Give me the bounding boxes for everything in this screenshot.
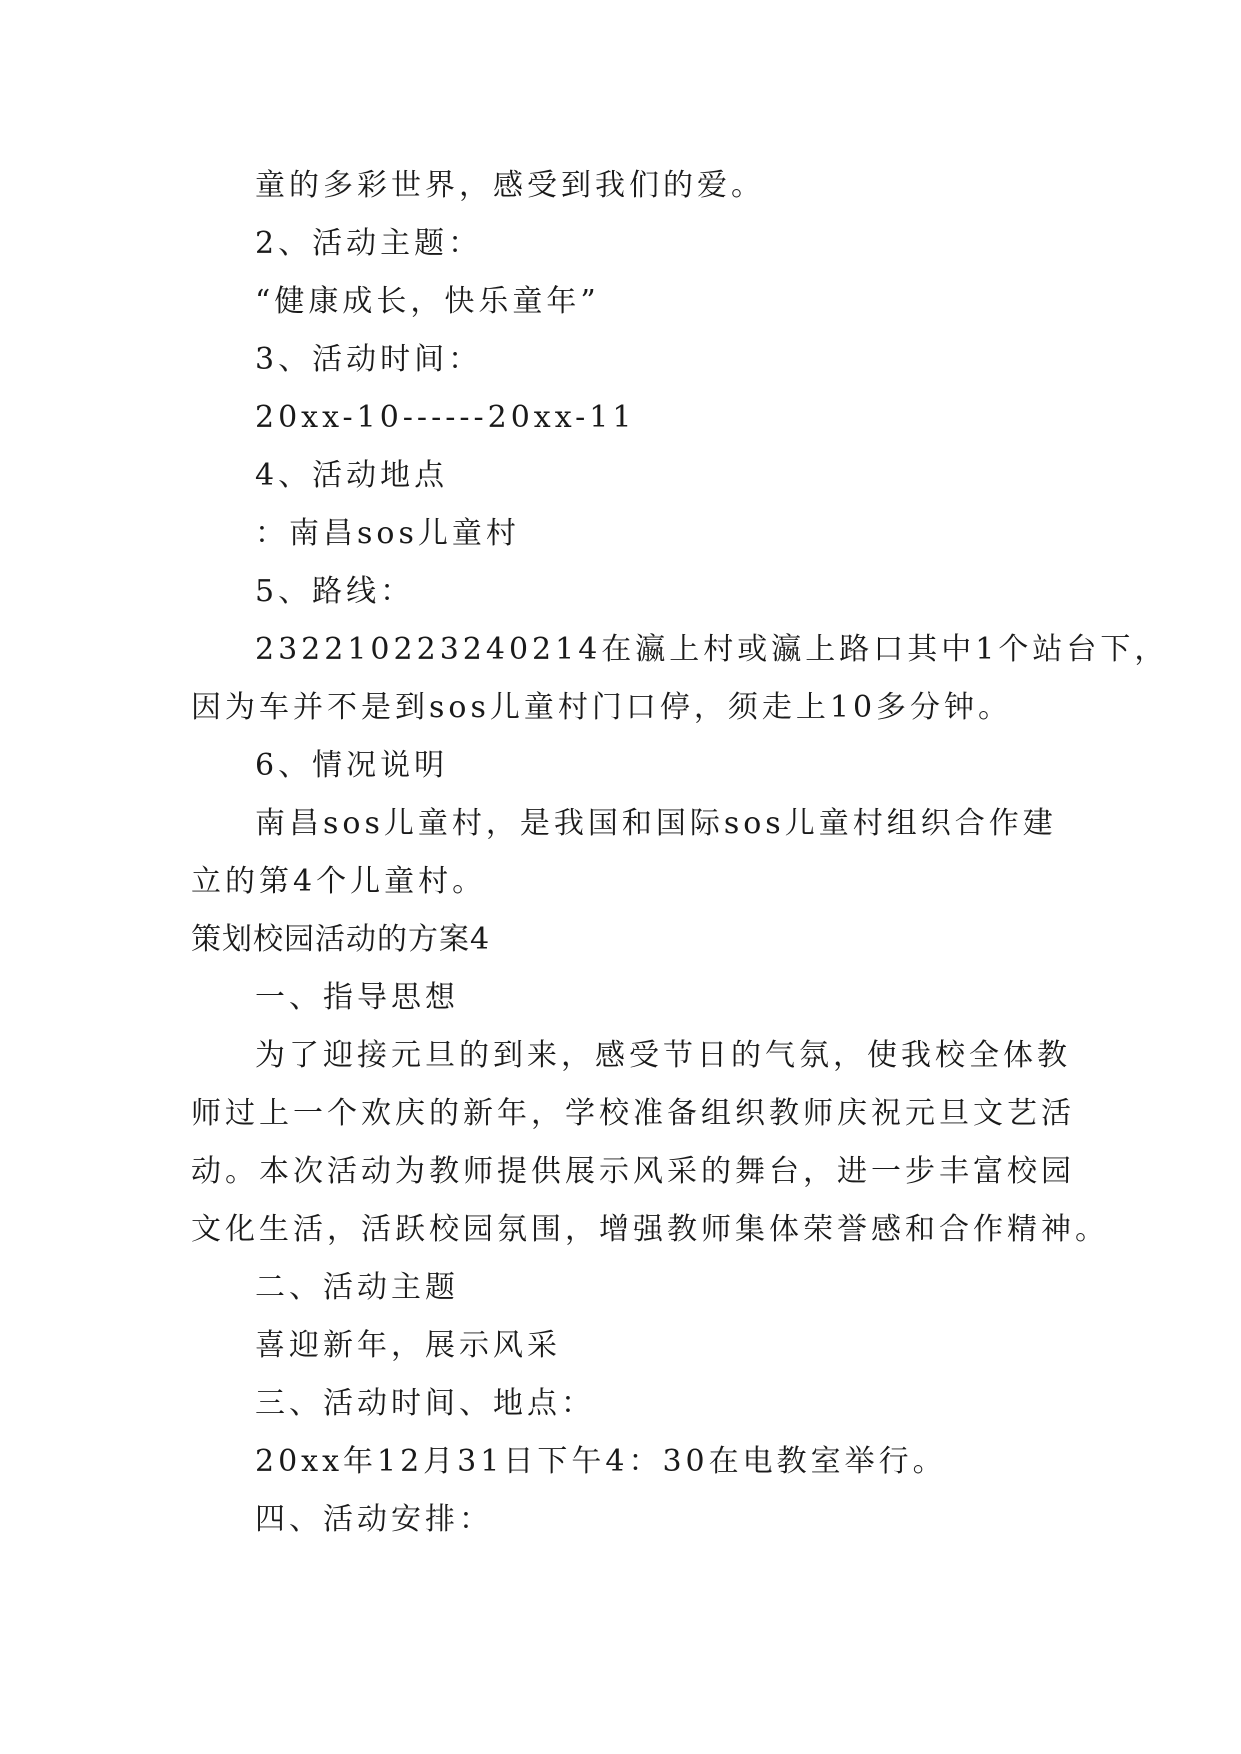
paragraph-line: 喜迎新年，展示风采 (255, 1328, 561, 1363)
paragraph-line: 232210223240214在瀛上村或瀛上路口其中1个站台下， (255, 632, 1169, 667)
paragraph-line: 童的多彩世界，感受到我们的爱。 (255, 168, 765, 203)
section-heading-line: 6、情况说明 (255, 748, 449, 783)
paragraph-line: 20xx-10------20xx-11 (255, 400, 636, 435)
paragraph-line: “健康成长，快乐童年” (255, 284, 600, 319)
section-heading-line: 4、活动地点 (255, 458, 449, 493)
paragraph-line: 因为车并不是到sos儿童村门口停，须走上10多分钟。 (191, 690, 1013, 725)
paragraph-line: 师过上一个欢庆的新年，学校准备组织教师庆祝元旦文艺活 (191, 1096, 1075, 1131)
section-heading-line: 5、路线： (255, 574, 415, 609)
section-heading-line: 3、活动时间： (255, 342, 483, 377)
paragraph-line: 为了迎接元旦的到来，感受节日的气氛，使我校全体教 (255, 1038, 1071, 1073)
paragraph-line: 20xx年12月31日下午4：30在电教室举行。 (255, 1444, 947, 1479)
document-title: 策划校园活动的方案4 (191, 922, 491, 957)
section-heading-line: 一、指导思想 (255, 980, 459, 1015)
paragraph-line: 立的第4个儿童村。 (191, 864, 487, 899)
section-heading-line: 二、活动主题 (255, 1270, 459, 1305)
section-heading-line: 四、活动安排： (255, 1502, 493, 1537)
paragraph-line: ：南昌sos儿童村 (255, 516, 520, 551)
section-heading-line: 2、活动主题： (255, 226, 483, 261)
section-heading-line: 三、活动时间、地点： (255, 1386, 595, 1421)
paragraph-line: 文化生活，活跃校园氛围，增强教师集体荣誉感和合作精神。 (191, 1212, 1109, 1247)
paragraph-line: 南昌sos儿童村，是我国和国际sos儿童村组织合作建 (255, 806, 1057, 841)
paragraph-line: 动。本次活动为教师提供展示风采的舞台，进一步丰富校园 (191, 1154, 1075, 1189)
